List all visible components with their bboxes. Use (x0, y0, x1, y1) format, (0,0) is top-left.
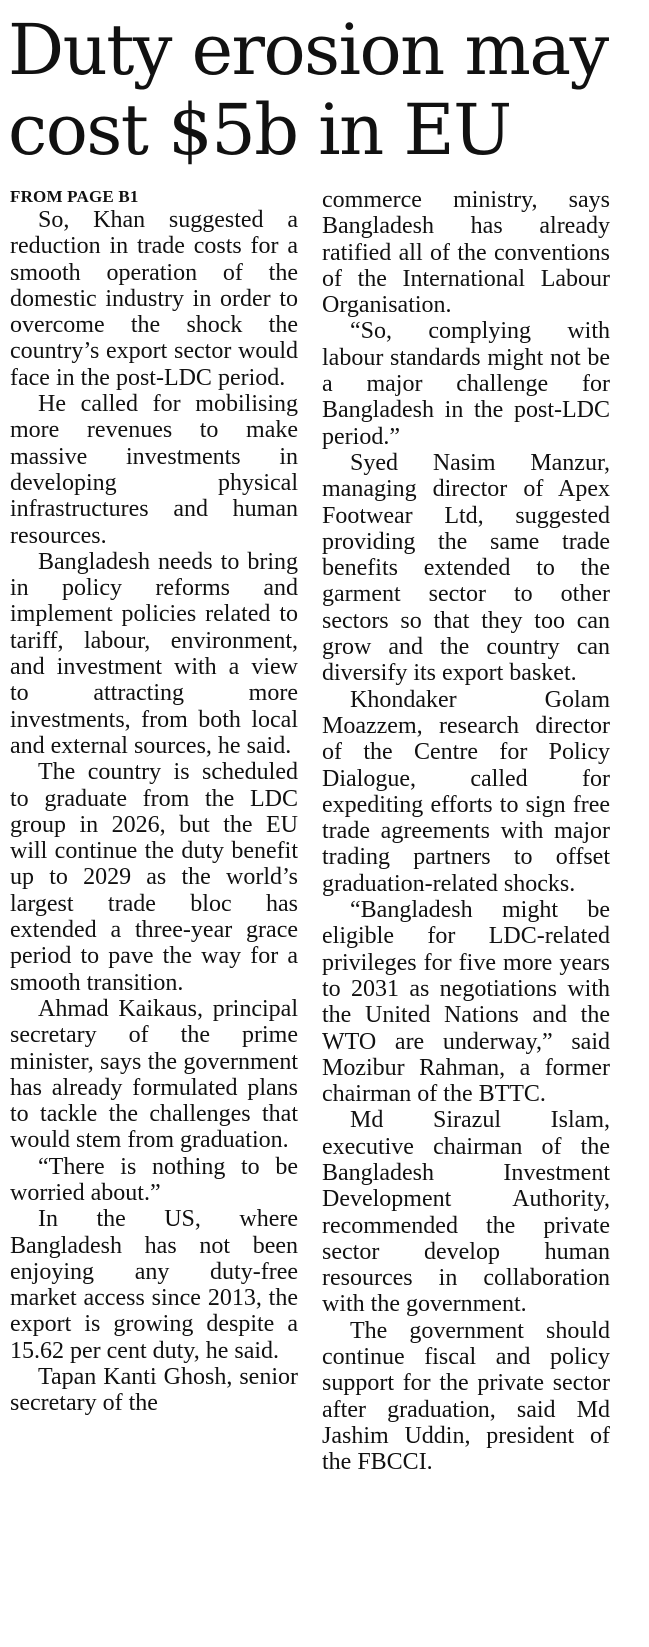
paragraph: Tapan Kanti Ghosh, senior secretary of the (10, 1364, 298, 1417)
paragraph: The government should continue fiscal and policy support for the private sector after graduation, said Md Jashim Uddin, president of the FBCCI. (322, 1317, 610, 1476)
paragraph: The country is scheduled to graduate from the LDC group in 2026, but the EU will continue the duty benefit up to 2029 as the world’s largest trade bloc has extended a three-year grace period to pave the way for a smooth transition. (10, 759, 298, 996)
paragraph: “So, complying with labour standards might not be a major challenge for Bangladesh in the post-LDC period.” (322, 318, 610, 450)
paragraph: Ahmad Kaikaus, principal secretary of the prime minister, says the government has already formulated plans to tackle the challenges that would stem from graduation. (10, 995, 298, 1154)
article-column-left (10, 187, 298, 1417)
paragraph: “There is nothing to be worried about.” (10, 1153, 298, 1206)
paragraph: So, Khan suggested a reduction in trade costs for a smooth operation of the domestic industry in order to overcome the shock the country’s export sector would face in the post-LDC period. (10, 207, 298, 391)
paragraph: He called for mobilising more revenues to make massive investments in developing physical infrastructures and human resources. (10, 391, 298, 549)
paragraph: In the US, where Bangladesh has not been enjoying any duty-free market access since 2013, the export is growing despite a 15.62 per cent duty, he said. (10, 1206, 298, 1364)
paragraph: Syed Nasim Manzur, managing director of Apex Footwear Ltd, suggested providing the same trade benefits extended to the garment sector to other sectors so that they too can grow and the country can diversify its export basket. (322, 449, 610, 687)
paragraph: Khondaker Golam Moazzem, research director of the Centre for Policy Dialogue, called for expediting efforts to sign free trade agreements with major trading partners to offset graduation-related shocks. (322, 686, 610, 897)
headline: Duty erosion may cost $5b in EU (8, 9, 608, 171)
paragraph: Md Sirazul Islam, executive chairman of the Bangladesh Investment Development Authority, recommended the private sector develop human resources in collaboration with the government. (322, 1107, 610, 1318)
article-column-right (322, 187, 610, 1476)
continuation-kicker: FROM PAGE B1 (10, 187, 139, 206)
paragraph: Bangladesh needs to bring in policy reforms and implement policies related to tariff, labour, environment, and investment with a view to attracting more investments, from both local and external sources, he said. (10, 548, 298, 759)
paragraph: “Bangladesh might be eligible for LDC-related privileges for five more years to 2031 as negotiations with the United Nations and the WTO are underway,” said Mozibur Rahman, a former chairman of the BTTC. (322, 897, 610, 1108)
paragraph-continued: commerce ministry, says Bangladesh has already ratified all of the conventions of the International Labour Organisation. (322, 187, 610, 319)
